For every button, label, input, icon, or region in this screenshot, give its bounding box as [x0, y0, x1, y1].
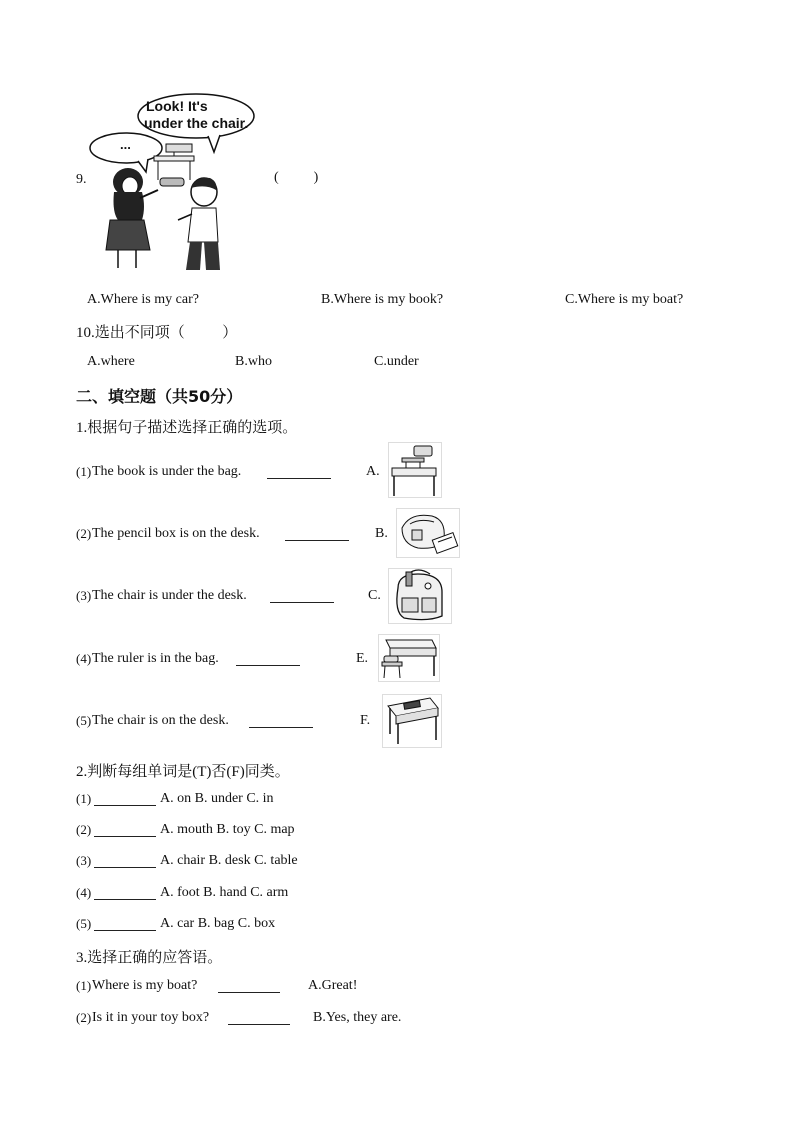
- answer-blank[interactable]: [94, 793, 156, 806]
- answer-blank[interactable]: [94, 824, 156, 837]
- answer-blank[interactable]: [270, 590, 334, 603]
- bubble-right-line2: under the chair.: [144, 115, 249, 131]
- option-letter: F.: [360, 713, 371, 728]
- answer-blank[interactable]: [94, 855, 156, 868]
- bubble-right-line1: Look! It's: [146, 98, 208, 114]
- answer-blank[interactable]: [218, 980, 280, 993]
- item-number: (2): [76, 1010, 92, 1025]
- item-number: (5): [76, 713, 92, 728]
- item-question: Is it in your toy box?: [92, 1010, 210, 1025]
- q10-option-c: C.under: [374, 354, 419, 369]
- word-group: A. foot B. hand C. arm: [160, 885, 289, 900]
- item-question: Where is my boat?: [92, 978, 198, 993]
- word-group: A. car B. bag C. box: [160, 916, 276, 931]
- word-group: A. chair B. desk C. table: [160, 853, 298, 868]
- answer-option: B.Yes, they are.: [313, 1010, 402, 1025]
- item-number: (1): [76, 464, 92, 479]
- answer-blank[interactable]: [94, 918, 156, 931]
- item-sentence: The ruler is in the bag.: [92, 651, 219, 666]
- item-number: (1): [76, 978, 92, 993]
- item-sentence: The book is under the bag.: [92, 464, 242, 479]
- word-group: A. on B. under C. in: [160, 791, 274, 806]
- q9-paren: ( ): [274, 170, 319, 185]
- schoolbag-icon: [388, 568, 452, 624]
- answer-blank[interactable]: [267, 466, 331, 479]
- bubble-left-text: ...: [120, 137, 131, 152]
- item-number: (5): [76, 916, 92, 931]
- answer-blank[interactable]: [94, 887, 156, 900]
- part3-title: 3.选择正确的应答语。: [76, 950, 223, 966]
- item-sentence: The chair is under the desk.: [92, 588, 247, 603]
- item-number: (2): [76, 822, 92, 837]
- q10-option-b: B.who: [235, 354, 272, 369]
- item-number: (3): [76, 588, 92, 603]
- answer-blank[interactable]: [249, 715, 313, 728]
- item-number: (4): [76, 651, 92, 666]
- part1-title: 1.根据句子描述选择正确的选项。: [76, 420, 298, 436]
- option-letter: E.: [356, 651, 369, 666]
- item-number: (4): [76, 885, 92, 900]
- option-letter: C.: [368, 588, 381, 603]
- q9-option-b: B.Where is my book?: [321, 292, 444, 307]
- answer-blank[interactable]: [236, 653, 300, 666]
- option-letter: A.: [366, 464, 380, 479]
- option-letter: B.: [375, 526, 388, 541]
- q9-option-a: A.Where is my car?: [87, 292, 199, 307]
- section2-title: 二、填空题（共50分）: [76, 387, 243, 406]
- answer-option: A.Great!: [308, 978, 358, 993]
- q10-option-a: A.where: [87, 354, 135, 369]
- item-sentence: The pencil box is on the desk.: [92, 526, 260, 541]
- item-number: (3): [76, 853, 92, 868]
- q10-stem: 10.选出不同项（ ）: [76, 325, 238, 341]
- bag-pencilbox-icon: [396, 508, 460, 558]
- item-number: (2): [76, 526, 92, 541]
- part2-title: 2.判断每组单词是(T)否(F)同类。: [76, 764, 290, 780]
- answer-blank[interactable]: [285, 528, 349, 541]
- desk-pencilbox-icon: [382, 694, 442, 748]
- word-group: A. mouth B. toy C. map: [160, 822, 295, 837]
- desk-chair-icon: [378, 634, 440, 682]
- item-number: (1): [76, 791, 92, 806]
- item-sentence: The chair is on the desk.: [92, 713, 229, 728]
- q9-option-c: C.Where is my boat?: [565, 292, 684, 307]
- chair-on-desk-icon: [388, 442, 442, 498]
- q9-number: 9.: [76, 172, 87, 187]
- answer-blank[interactable]: [228, 1012, 290, 1025]
